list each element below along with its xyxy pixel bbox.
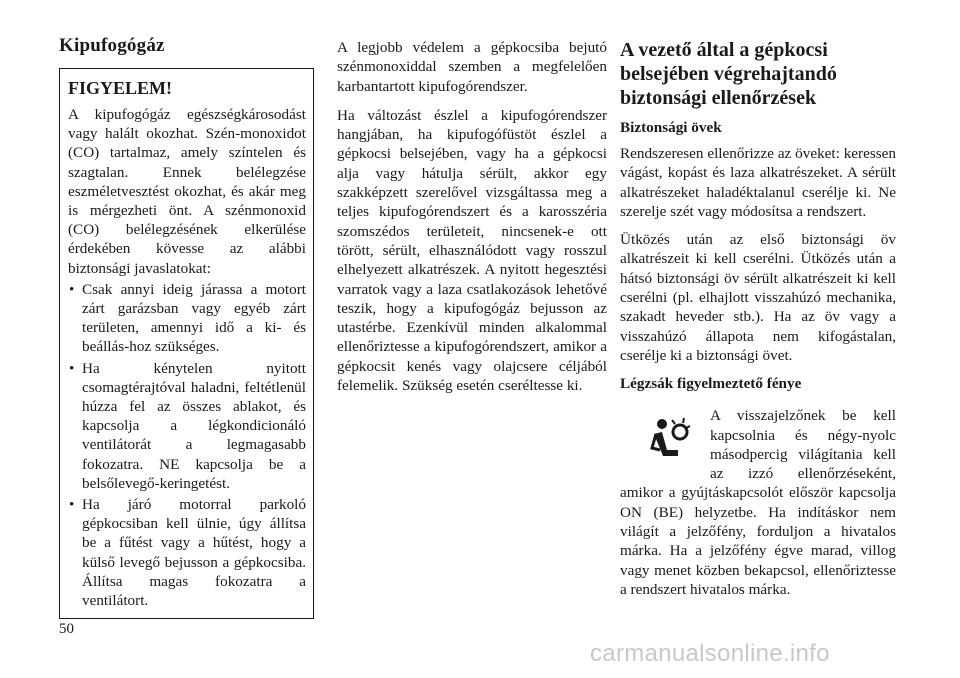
warning-list bbox=[68, 280, 306, 610]
section-title-safety: A vezető által a gépkocsi belsejében végrehajtandó biztonsági ellenőrzések bbox=[620, 39, 837, 109]
warning-bullet: • Csak annyi ideig járassa a motort zárt garázsban vagy egyéb zárt területen, amennyi idő a ki- és beállás-hoz szükséges. bbox=[68, 280, 306, 357]
column-safety-checks bbox=[620, 38, 896, 599]
page-number: 50 bbox=[59, 621, 74, 637]
seatbelt-paragraph: Ütközés után az első biztonsági öv alkatrészeit ki kell cserélni. Ütközés után a hátsó biztonsági öv sérült alkatrészeit ki kell cserélni (pl. elhajlott visszahúzó mechanika, szakadt heveder stb.). Ha az öv vagy a visszahúzó állapota nem kifogástalan, cserélje ki a biztonsági övet. bbox=[620, 231, 896, 364]
warning-bullet: • Ha járó motorral parkoló gépkocsiban kell ülnie, úgy állítsa be a fűtést vagy a hűtést, hogy a külső levegő bejusson a gépkocsiba. Állítsa magas fokozatra a ventilátort. bbox=[68, 495, 306, 610]
column-exhaust bbox=[59, 34, 314, 619]
warning-title: FIGYELEM! bbox=[68, 78, 173, 98]
airbag-section bbox=[620, 406, 896, 599]
seatbelt-heading: Biztonsági övek bbox=[620, 119, 722, 136]
warning-intro: A kipufogógáz egészségkárosodást vagy halált okozhat. Szén-monoxidot (CO) tartalmaz, amely színtelen és szagtalan. Ennek belélegzése eszméletvesztést okozhat, és akár meg is mérgezheti önt. A szénmonoxid (CO) belélegzésének elkerülése érdekében kövesse az alábbi biztonsági javaslatokat: bbox=[68, 106, 306, 277]
airbag-warning-icon bbox=[640, 410, 704, 470]
warning-bullet: • Ha kénytelen nyitott csomagtérajtóval haladni, feltétlenül húzza fel az összes ablakot, és kapcsolja a légkondicionáló ventilátorát a legmagasabb fokozatra. NE kapcsolja be a belsőlevegő-keringetést. bbox=[68, 359, 306, 493]
seatbelt-paragraph: Rendszeresen ellenőrizze az öveket: keressen vágást, kopást és laza alkatrészeket. A sérült alkatrészeket haladéktalanul cserélje ki. Ne szerelje szét vagy módosítsa a rendszert. bbox=[620, 145, 896, 220]
airbag-text: A visszajelzőnek be kell kapcsolnia és négy-nyolc másodpercig világítania kell az izzó ellenőrzéseként, amikor a gyújtáskapcsolót először kapcsolja ON (BE) helyzetbe. Ha indításkor nem világít a jelzőfény, forduljon a hivatalos márka. Ha a jelzőfény égve marad, villog vagy menet közben bekapcsol, ellenőriztesse a rendszert hivatalos márka. bbox=[620, 407, 896, 598]
exhaust-paragraph: Ha változást észlel a kipufogórendszer hangjában, ha kipufogófüstöt észlel a gépkocsi belsejében, vagy ha a gépkocsi alja vagy hátulja sérült, akkor egy szakképzett szerelővel vizsgáltassa meg a teljes kipufogórendszert és a karosszéria szomszédos területeit, nincsenek-e ott törött, sérült, elhasználódott vagy rosszul elhelyezett alkatrészek. A nyitott hegesztési varratok vagy a laza csatlakozások lehetővé teszik, hogy a kipufogógáz bejusson az utastérbe. Ezenkívül minden alkalommal ellenőriztesse a kipufogórendszert, amikor a gépkocsit kenés vagy olajcsere céljából felemelik. Szükség esetén cseréltesse ki. bbox=[337, 106, 607, 395]
section-title-exhaust: Kipufogógáz bbox=[59, 35, 165, 56]
watermark: carmanualsonline.info bbox=[590, 640, 830, 667]
exhaust-paragraph: A legjobb védelem a gépkocsiba bejutó szénmonoxiddal szemben a megfelelően karbantartott kipufogórendszer. bbox=[337, 39, 607, 95]
warning-box bbox=[59, 68, 314, 619]
column-exhaust-text bbox=[337, 38, 607, 395]
airbag-heading: Légzsák figyelmeztető fénye bbox=[620, 375, 802, 393]
